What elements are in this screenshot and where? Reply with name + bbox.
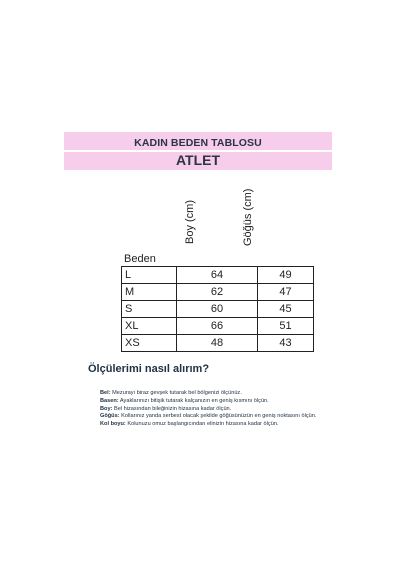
- boy-cell: 62: [177, 284, 258, 301]
- instruction-text: Kolunuzu omuz başlangıcından elinizin hizasına kadar ölçün.: [125, 421, 279, 428]
- instruction-item: [100, 398, 330, 406]
- gogus-cell: 47: [258, 284, 314, 301]
- boy-cell: 48: [177, 335, 258, 352]
- chart-title: KADIN BEDEN TABLOSU: [64, 132, 332, 154]
- size-cell: L: [122, 267, 177, 284]
- table-row: [122, 318, 314, 335]
- size-cell: XS: [122, 335, 177, 352]
- column-header-beden: Beden: [124, 253, 156, 265]
- instruction-text: Kollarınız yanda serbest olacak şekilde göğüsünüzün en geniş noktasını ölçün.: [119, 413, 317, 420]
- instruction-item: [100, 421, 330, 429]
- table-row: [122, 335, 314, 352]
- boy-cell: 60: [177, 301, 258, 318]
- product-type-subtitle: ATLET: [64, 150, 332, 170]
- instruction-item: [100, 406, 330, 414]
- table-row: [122, 284, 314, 301]
- table-row: [122, 301, 314, 318]
- size-cell: S: [122, 301, 177, 318]
- column-header-boy: Boy (cm): [184, 200, 196, 244]
- instruction-label: Bel:: [100, 390, 111, 396]
- banner-divider: [64, 150, 332, 152]
- boy-cell: 66: [177, 318, 258, 335]
- instruction-label: Boy:: [100, 405, 113, 412]
- instruction-label: Kol boyu:: [100, 421, 126, 428]
- instruction-label: Basen:: [100, 397, 119, 404]
- gogus-cell: 45: [258, 301, 314, 318]
- instruction-label: Göğüs:: [100, 413, 120, 420]
- instruction-item: [100, 413, 330, 421]
- instruction-text: Mezurayı biraz gevşek tutarak bel bölgenizi ölçünüz.: [110, 390, 242, 396]
- size-cell: M: [122, 284, 177, 301]
- size-table: [121, 266, 314, 352]
- table-row: [122, 267, 314, 284]
- gogus-cell: 51: [258, 318, 314, 335]
- instruction-item: [100, 390, 330, 398]
- instruction-text: Bel hizasından bileğinizin hizasına kadar ölçün.: [112, 405, 232, 412]
- boy-cell: 64: [177, 267, 258, 284]
- instruction-text: Ayaklarınızı bitişik tutarak kalçanızın en geniş kısmını ölçün.: [118, 397, 269, 404]
- gogus-cell: 49: [258, 267, 314, 284]
- gogus-cell: 43: [258, 335, 314, 352]
- how-to-measure-heading: Ölçülerimi nasıl alırım?: [88, 363, 210, 375]
- size-cell: XL: [122, 318, 177, 335]
- column-header-gogus: Göğüs (cm): [242, 188, 254, 246]
- measurement-instructions: [100, 390, 330, 429]
